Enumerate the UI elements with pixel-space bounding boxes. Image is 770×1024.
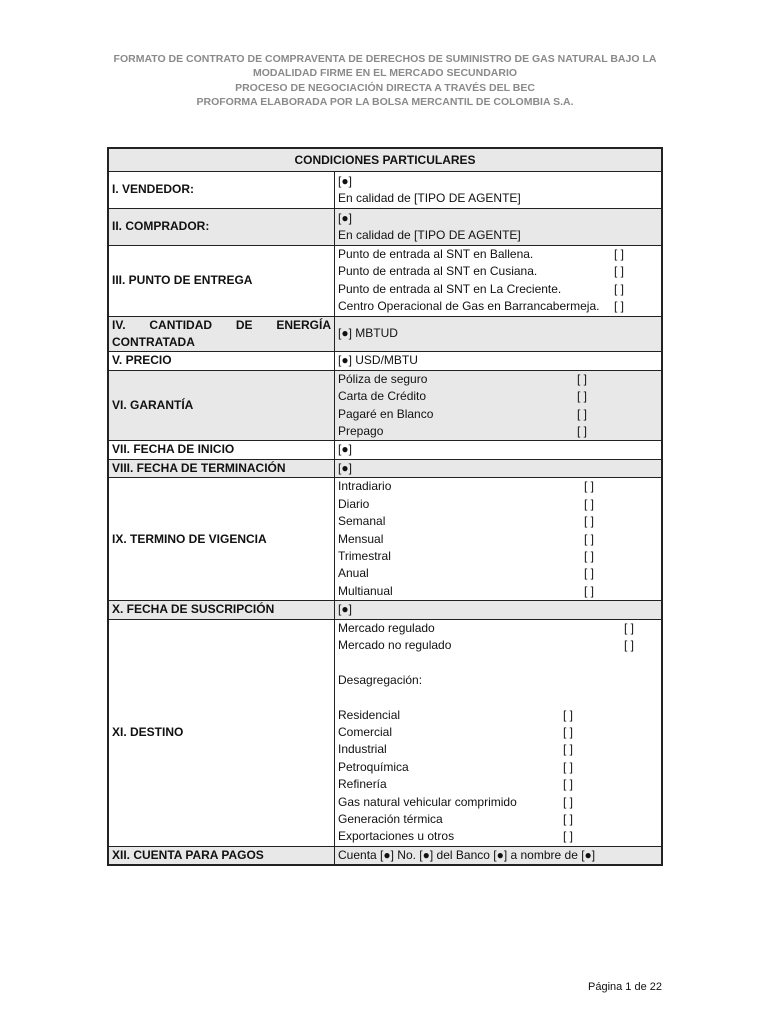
precio-value: [●] USD/MBTU [335,352,663,370]
list-item: Gas natural vehicular comprimido [ ] [338,794,658,811]
checkbox-bracket[interactable]: [ ] [563,759,574,774]
punto-entrega-label: III. PUNTO DE ENTREGA [108,246,335,317]
list-item: Punto de entrada al SNT en Ballena. [ ] [338,246,658,263]
fecha-suscripcion-value: [●] [335,601,663,619]
list-item: Punto de entrada al SNT en Cusiana. [ ] [338,263,658,280]
comprador-calidad: En calidad de [TIPO DE AGENTE] [338,228,521,242]
checkbox-bracket[interactable]: [ ] [577,406,588,421]
checkbox-bracket[interactable]: [ ] [577,424,588,439]
row-comprador [108,209,662,246]
list-item: Mensual [ ] [338,531,658,548]
checkbox-bracket[interactable]: [ ] [563,724,574,739]
checkbox-bracket[interactable]: [ ] [584,548,595,563]
vigencia-options [335,478,663,601]
desagregacion-label: Desagregación: [338,672,423,687]
list-item: Centro Operacional de Gas en Barrancabermeja. [ ] [338,298,658,315]
header-line-3: PROCESO DE NEGOCIACIÓN DIRECTA A TRAVÉS DEL BEC [235,81,535,94]
row-fecha-inicio [108,441,662,459]
document-header [0,52,770,109]
list-item: Residencial [ ] [338,707,658,724]
page-number: Página 1 de 22 [588,981,663,993]
spacer [338,654,658,671]
row-cuenta [108,846,662,865]
list-item: Generación térmica [ ] [338,811,658,828]
checkbox-bracket[interactable]: [ ] [563,811,574,826]
list-item: Punto de entrada al SNT en La Creciente. [ ] [338,281,658,298]
checkbox-bracket[interactable]: [ ] [563,742,574,757]
row-destino [108,619,662,846]
list-item: Exportaciones u otros [ ] [338,828,658,845]
checkbox-bracket[interactable]: [ ] [614,299,625,314]
row-vigencia [108,478,662,601]
table-title-row [108,148,662,172]
checkbox-bracket[interactable]: [ ] [624,620,635,635]
checkbox-bracket[interactable]: [ ] [563,777,574,792]
checkbox-bracket[interactable]: [ ] [614,247,625,261]
list-item: Póliza de seguro [ ] [338,371,658,388]
comprador-value: [●] [338,210,352,225]
row-fecha-terminacion [108,459,662,477]
list-item: Mercado regulado [ ] [338,620,658,637]
row-punto-entrega [108,246,662,317]
garantia-options [335,370,663,441]
list-item: Industrial [ ] [338,741,658,758]
checkbox-bracket[interactable]: [ ] [624,637,635,652]
checkbox-bracket[interactable]: [ ] [584,479,595,494]
list-item: Prepago [ ] [338,423,658,440]
fecha-inicio-label: VII. FECHA DE INICIO [108,441,335,459]
row-cantidad [108,316,662,352]
cantidad-value: [●] MBTUD [335,316,663,352]
list-item: Anual [ ] [338,565,658,582]
checkbox-bracket[interactable]: [ ] [584,496,595,511]
list-item: Mercado no regulado [ ] [338,637,658,654]
list-item: Semanal [ ] [338,513,658,530]
checkbox-bracket[interactable]: [ ] [614,264,625,279]
comprador-value-cell [335,209,663,246]
header-line-2: MODALIDAD FIRME EN EL MERCADO SECUNDARIO [252,67,518,80]
garantia-label: VI. GARANTÍA [108,370,335,441]
checkbox-bracket[interactable]: [ ] [584,514,595,529]
list-item: Trimestral [ ] [338,548,658,565]
fecha-terminacion-label: VIII. FECHA DE TERMINACIÓN [108,459,335,477]
destino-label: XI. DESTINO [108,619,335,846]
list-item: Petroquímica [ ] [338,759,658,776]
vigencia-label: IX. TERMINO DE VIGENCIA [108,478,335,601]
checkbox-bracket[interactable]: [ ] [563,707,574,722]
header-line-4: PROFORMA ELABORADA POR LA BOLSA MERCANTIL DE COLOMBIA S.A. [196,95,574,108]
row-vendedor [108,172,662,209]
list-item: Diario [ ] [338,496,658,513]
header-line-1: FORMATO DE CONTRATO DE COMPRAVENTA DE DERECHOS DE SUMINISTRO DE GAS NATURAL BAJO LA [113,53,657,65]
checkbox-bracket[interactable]: [ ] [563,794,574,809]
punto-entrega-options [335,246,663,317]
list-item: Intradiario [ ] [338,478,658,495]
row-fecha-suscripcion [108,601,662,619]
conditions-table [107,147,663,866]
checkbox-bracket[interactable]: [ ] [584,566,595,581]
list-item: Comercial [ ] [338,724,658,741]
checkbox-bracket[interactable]: [ ] [563,829,574,844]
checkbox-bracket[interactable]: [ ] [577,371,588,386]
fecha-terminacion-value: [●] [335,459,663,477]
destino-options [335,619,663,846]
vendedor-label: I. VENDEDOR: [108,172,335,209]
list-item: Carta de Crédito [ ] [338,388,658,405]
spacer [338,689,658,706]
comprador-label: II. COMPRADOR: [108,209,335,246]
precio-label: V. PRECIO [108,352,335,370]
checkbox-bracket[interactable]: [ ] [577,389,588,404]
table-title: CONDICIONES PARTICULARES [108,148,662,172]
cuenta-value: Cuenta [●] No. [●] del Banco [●] a nombre de [●] [335,846,663,865]
row-garantia [108,370,662,441]
vendedor-value: [●] [338,173,352,188]
fecha-suscripcion-label: X. FECHA DE SUSCRIPCIÓN [108,601,335,619]
row-precio [108,352,662,370]
checkbox-bracket[interactable]: [ ] [584,531,595,546]
cantidad-label: IV. CANTIDAD DE ENERGÍA CONTRATADA [108,316,335,352]
cuenta-label: XII. CUENTA PARA PAGOS [108,846,335,865]
list-item: Refinería [ ] [338,776,658,793]
vendedor-calidad: En calidad de [TIPO DE AGENTE] [338,191,521,205]
list-item: Multianual [ ] [338,583,658,600]
fecha-inicio-value: [●] [335,441,663,459]
checkbox-bracket[interactable]: [ ] [614,281,625,296]
list-item: Pagaré en Blanco [ ] [338,406,658,423]
vendedor-value-cell [335,172,663,209]
checkbox-bracket[interactable]: [ ] [584,583,595,598]
